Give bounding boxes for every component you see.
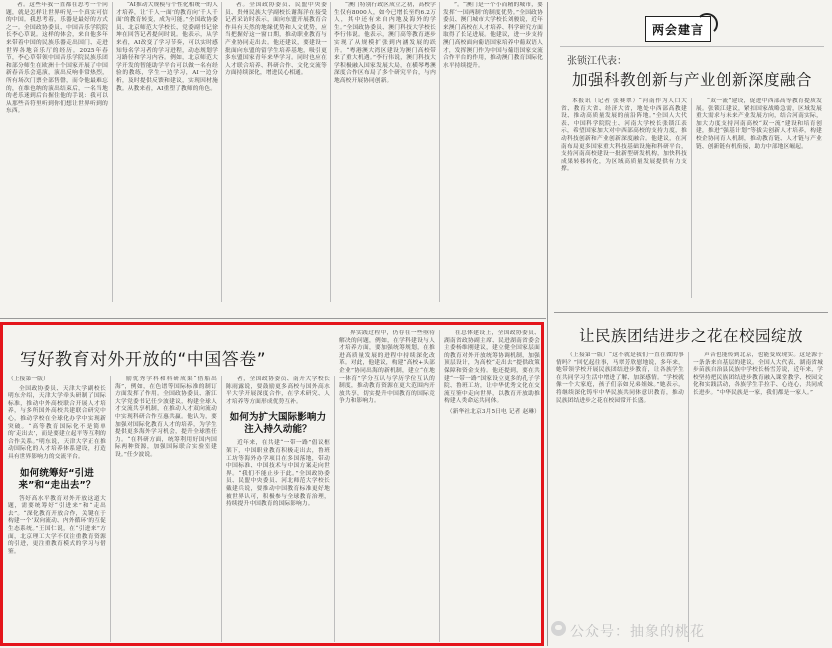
column-logo-text: 两会建言 [651, 22, 704, 37]
subheading-1: 如何统筹好“引进来”和“走出去”？ [18, 467, 96, 491]
right-bottom-column-2-text: 声音也能传到北京，也能变成现实。这是源于一条条来自基层的建议。全国人大代表、湖南省城步苗族自治县民族中学校长杨雪芳说，近年来，学校坚持把民族团结进步教育融入课堂教学、校园文化和实践活动，各族学生手拉手、心连心，共同成长进步。“中华民族是一家，我们都是一家人。” [693, 352, 823, 396]
column-divider [221, 2, 222, 302]
top-column-2 [116, 2, 218, 302]
logo-ring-icon [696, 13, 718, 35]
column-divider [439, 2, 440, 302]
top-column-5-text: ”。“澳门是一个小而精的城市，要发挥‘一国两制’的制度优势。”全国政协委员、澳门城市大学校长刘骏说，近年来澳门高校在人才培养、科学研究方面取得了长足进展。他建议，进一步支持澳门高校面向葡语国家培养中葡双语人才，发挥澳门作为中国与葡语国家交流合作平台的作用，推动澳门教育国际化水平持续提升。 [443, 2, 543, 69]
column-divider [439, 330, 440, 642]
column-divider [221, 376, 222, 642]
article-title-right-bottom: 让民族团结进步之花在校园绽放 [578, 327, 803, 345]
right-top-column-2 [696, 98, 822, 298]
article-author-name: 张锁江代表： [567, 56, 627, 67]
top-column-1-text: 者。这些年我一直都在思考一个问题，就是怎样让世界听见一个真实可信的中国。我思考着，乐器是最好的方式之一。全国政协委员、中国音乐学院院长李心草说。这样的体会，来自他多年来带着中国的民族乐器走出国门、走进世界各地音乐厅的经历。2025年春节，李心草带领中国音乐学院民族乐团和部分师生在欧洲十个国家开展了中国新春音乐会巡演，演出反响非常热烈，所有场次门票全部售罄，而令他最难忘的，在维也纳的演出结束后，一名当地的老乐迷到后台握住他的手说：我可以从那些音符里听到你们想让世界听到的东西。 [6, 2, 108, 115]
column-divider [691, 98, 692, 298]
column-logo [645, 16, 711, 42]
continued-marker: （上接第一版） [8, 376, 49, 382]
right-bottom-column-1 [556, 352, 684, 642]
top-column-4-text: “澳门特别行政区成立之初，高校学生仅有8000人，如今已增长至约6.2万人，其中还有来自内地及海外的学生。”全国政协委员、澳门科技大学校长李行伟说。他表示，澳门高等教育逐步实现了从规模扩张到内涵发展的跃升。“粤港澳大湾区建设为澳门高校带来了重大机遇。”李行伟说，澳门科技大学积极融入国家发展大局，在横琴粤澳深度合作区布局了多个研究平台，与内地高校开展协同创新。 [334, 2, 436, 84]
column-divider [688, 352, 689, 642]
main-column-3 [226, 376, 330, 642]
top-column-2-text: “AI推动大规模与个性化相统一的人才培养，让‘千人一面’的教育向‘千人千面’的教育转变，成为可能。”全国政协委员、北京师范大学校长、党委副书记徐坤在回答记者提问时说。他表示，从学来看，AI改变了学习节奏，可以实时感知每名学习者的学习进程，动态规划学习路径和学习内容。例如，北京师范大学开发的智能助学平台可以做一名有经验的教练，学生一边学习，AI一边分析，及时提供反馈和建议，实现因材施教。从教来看，AI重塑了教师的角色。 [116, 2, 218, 92]
right-top-column-1-text: 本报讯（记者 张赛翠）“河南作为人口大省、教育大省、经济大省，地处中西部高教建设、推动高质量发展的前沿阵地。”全国人大代表、中国科学院院士、河南大学校长张锁江表示，希望国家加大对中西部高校的支持力度，推动科技创新和产业创新深度融合。他建议，在河南布局更多国家重大科技基础设施和科研平台，支持河南高校建设一批新型研发机构，加快科技成果转移转化，为区域高质量发展提供有力支撑。 [561, 98, 687, 173]
main-column-1b-text: 答好高水平教育对外开放这道大题，需要统筹好“引进来”和“走出去”。“深化教育开放合作，关键在于构建一个‘双向流动、内外循环’的互促生态系统。”王国仁说，在“引进来”方面，北京理工大学不仅注重教育资源的引进，更注重教育模式的学习与借鉴。 [8, 495, 106, 555]
article-footer-note: （新华社北京3月5日电 记者 赵琳） [446, 408, 540, 415]
main-article-title: 写好教育对外开放的“中国答卷” [20, 350, 267, 370]
right-top-column-1 [561, 98, 687, 298]
main-column-2 [115, 376, 217, 642]
top-column-3 [225, 2, 327, 302]
main-column-1-text: 全国政协委员、天津大学副校长明东介绍，天津大学牵头研制了国际标准，推动中外高校联合开展人才培养，与多所国外高校共建联合研究中心，推动学校在全球化办学中实现新突破。“高等教育国际化不是简单的‘走出去’，而是要建立起平等互利的合作关系。”明东说，天津大学正在推动国际化的人才培养体系建设，打造具有世界影响力的交流平台。 [8, 385, 106, 460]
top-column-5 [443, 2, 543, 302]
right-top-column-2-text: “双一流”建设，促进中西部高等教育提质发展。张锁江建议，紧扣国家战略急需，区域发展重大需求与未来产业发展方向，结合河南实际，加大力度支持河南高校“双一流”建设和培育创建，推进“强基计划”等拔尖创新人才培养，构建校企协同育人机制，推动教育链、人才链与产业链、创新链有机衔接，助力中部地区崛起。 [696, 98, 822, 150]
wechat-icon [551, 621, 566, 636]
main-column-4 [339, 330, 435, 642]
subheading-2: 如何为扩大国际影响力注入持久动能？ [229, 412, 327, 436]
section-divider [547, 2, 548, 646]
main-column-3-text: 者，全国政协委员、南开大学校长陈雨露说，要鼓励更多高校与国外高水平大学开展深度合作，在学术研究、人才培养等方面形成优势互补。 [226, 376, 330, 405]
column-divider [112, 2, 113, 302]
watermark-text: 公众号：抽象的桃花 [570, 624, 705, 640]
main-column-1 [8, 376, 106, 642]
main-column-2-text: 励优秀学科和科研成果“借船出海”，例如，在色谱等国际标准的制订方面发挥了作用。全国政协委员、浙江大学党委书记任少波建议，构建全球人才交流共享机制，在推动人才双向流动中实现科研合作互惠共赢。他认为，要加强对国际化教育人才的培养，为学生提供更多海外学习机会，提升全球胜任力。“在科研方面，统筹利用好国内国际两种资源，加强国际联合实验室建设。”任少波说。 [115, 376, 217, 458]
main-column-5 [444, 330, 540, 642]
column-divider [330, 2, 331, 302]
section-rule [554, 312, 828, 313]
right-bottom-column-2 [693, 352, 823, 642]
article-title-right-top: 加强科教创新与产业创新深度融合 [571, 71, 812, 89]
main-column-5-text: 在总体建设上，全国政协委员、湖南省政协副主席、民进湖南省委会主委杨维刚建议，建立健全国家层面的教育对外开放统筹协调机制，加强顶层设计，为高校“走出去”提供政策保障和资金支持。他还提到，要在共建“一带一路”国家设立更多的孔子学院、鲁班工坊，让中华优秀文化在交流互鉴中走向世界，以教育开放助推构建人类命运共同体。 [444, 330, 540, 405]
column-divider [334, 376, 335, 642]
column-divider [110, 376, 111, 642]
main-column-3b-text: 近年来，在共建“一带一路”倡议框架下，中国职业教育积极走出去，鲁班工坊等海外办学项目在多国落地，带动中国标准、中国技术与中国方案走向世界。“我们不能止步于此。”全国政协委员、民盟中央委员、河北师范大学校长戴建兵说，要推动中国教育标准更好地被世界认可，积极参与全球教育治理，持续提升中国教育的国际影响力。 [226, 440, 330, 508]
section-rule [0, 318, 546, 319]
main-column-4-text: 界实践过程中，仍存在一些亟待解决的问题，例如，在学科建设与人才培养方面，要加强统筹规划，在推进高质量发展的进程中持续深化改革。对此，他建议，构建“高校+头部企业”协同出海的新机制，建立“在地一体育”学分互认与学历学位互认的制度，推动教育资源在更大范围内开放共享，切实提升中国教育的国际竞争力和影响力。 [339, 330, 435, 405]
header-rule [560, 46, 824, 47]
top-column-1 [6, 2, 108, 302]
top-column-3-text: 者。全国政协委员、民盟中央委员、贵州民族大学副校长谢海洋在接受记者采访时表示，面向东盟开展教育合作具有天然的地缘优势和人文优势，应当把握好这一窗口期，推动职业教育与产业协同走出去。他还建议，要建设一批面向东盟的留学生培养基地，吸引更多东盟国家青年来华学习。同时也应在人才联合培养、科研合作、文化交流等方面持续深化，增进民心相通。 [225, 2, 327, 77]
right-bottom-column-1-text: （上接第一版）“这不就是我们一直在做的事情吗？”回忆起往事，马翠芳欣慰地说，多年来，她带领学校开展民族团结进步教育，让各族学生在共同学习生活中增进了解、加深感情。“学校就像一个大家庭，孩子们亲如兄弟姐妹。”她表示，将继续深化铸牢中华民族共同体意识教育，推动民族团结进步之花在校园常开长盛。 [556, 352, 684, 404]
top-column-4 [334, 2, 436, 302]
